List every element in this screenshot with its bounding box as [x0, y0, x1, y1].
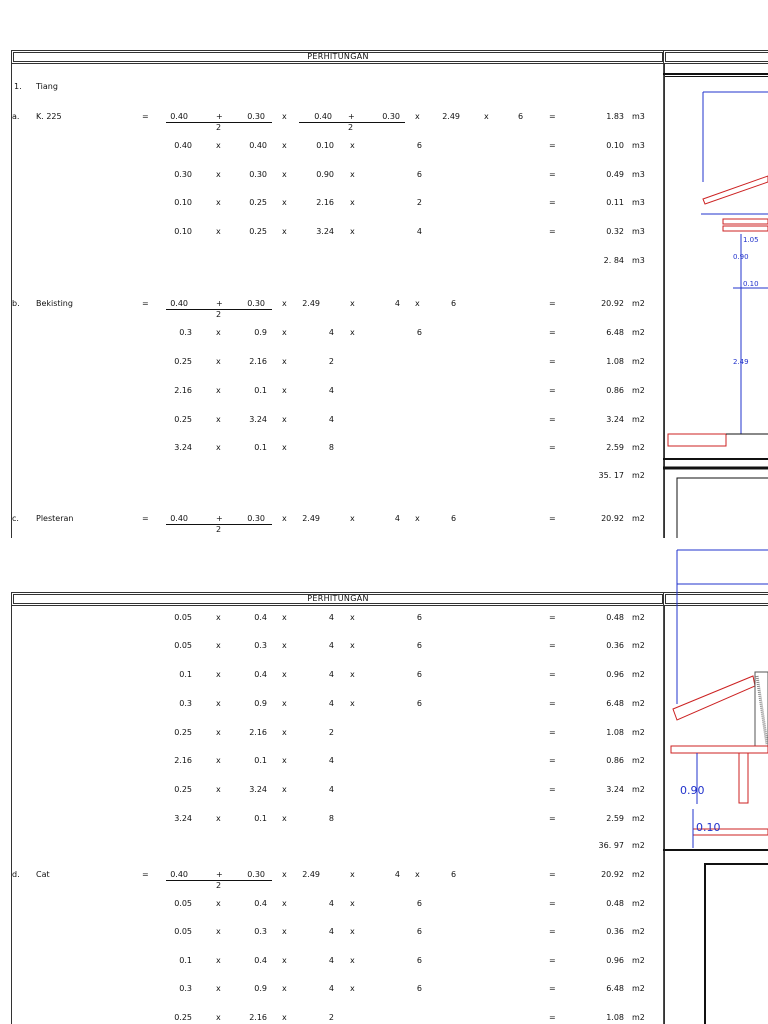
- subtotal-value: 2. 84: [603, 256, 624, 265]
- times-sign: x: [282, 1013, 287, 1022]
- unit: m2: [632, 328, 645, 337]
- section-title: Tiang: [36, 82, 58, 91]
- item-label: K. 225: [36, 112, 62, 121]
- fraction-num-a: 0.40: [170, 112, 188, 121]
- equals-sign: =: [549, 112, 556, 121]
- term: 0.1: [179, 956, 192, 965]
- unit: m2: [632, 785, 645, 794]
- header-title: PERHITUNGAN: [307, 52, 369, 61]
- unit: m2: [632, 870, 645, 879]
- dim-label-1: 1.05: [743, 236, 759, 244]
- unit: m2: [632, 756, 645, 765]
- term: 3.24: [174, 443, 192, 452]
- times-sign: x: [350, 198, 355, 207]
- unit: m3: [632, 198, 645, 207]
- term: 0.05: [174, 899, 192, 908]
- times-sign: x: [350, 299, 355, 308]
- unit: m3: [632, 227, 645, 236]
- result-value: 1.08: [606, 357, 624, 366]
- term: 0.4: [254, 670, 267, 679]
- times-sign: x: [216, 984, 221, 993]
- times-sign: x: [216, 670, 221, 679]
- equals-sign: =: [549, 785, 556, 794]
- result-value: 0.96: [606, 670, 624, 679]
- unit: m2: [632, 814, 645, 823]
- result-value: 6.48: [606, 984, 624, 993]
- term: 4: [328, 984, 334, 993]
- result-value: 3.24: [606, 415, 624, 424]
- term: 0.3: [254, 927, 267, 936]
- calc-sheet-1: [11, 64, 665, 538]
- result-value: 20.92: [601, 870, 624, 879]
- term: 4: [328, 386, 334, 395]
- term: 0.10: [174, 227, 192, 236]
- unit: m2: [632, 443, 645, 452]
- times-sign: x: [282, 785, 287, 794]
- dim-label-3: 0.10: [743, 280, 759, 288]
- times-sign: x: [282, 198, 287, 207]
- term: 4: [328, 613, 334, 622]
- times-sign: x: [216, 756, 221, 765]
- equals-sign: =: [549, 927, 556, 936]
- term: 6: [416, 641, 422, 650]
- times-sign: x: [282, 984, 287, 993]
- times-sign: x: [282, 227, 287, 236]
- result-value: 0.48: [606, 899, 624, 908]
- term: 4: [394, 299, 400, 308]
- term: 2: [416, 198, 422, 207]
- result-value: 0.48: [606, 613, 624, 622]
- term: 2.49: [302, 299, 320, 308]
- section-number: 1.: [14, 82, 22, 91]
- times-sign: x: [216, 728, 221, 737]
- times-sign: x: [350, 899, 355, 908]
- item-letter: b.: [12, 299, 20, 308]
- times-sign: x: [282, 756, 287, 765]
- equals-sign: =: [549, 956, 556, 965]
- unit: m2: [632, 899, 645, 908]
- term: 0.1: [254, 756, 267, 765]
- term: 8: [328, 814, 334, 823]
- fraction-num-b: 0.30: [247, 514, 265, 523]
- times-sign: x: [282, 415, 287, 424]
- equals-sign: =: [549, 984, 556, 993]
- unit: m2: [632, 1013, 645, 1022]
- term: 8: [328, 443, 334, 452]
- term: 0.25: [174, 357, 192, 366]
- unit: m2: [632, 613, 645, 622]
- fraction-num-b: 0.30: [247, 299, 265, 308]
- term: 6: [518, 112, 524, 121]
- equals-sign: =: [549, 198, 556, 207]
- term: 4: [328, 756, 334, 765]
- term: 4: [328, 785, 334, 794]
- term: 3.24: [249, 415, 267, 424]
- times-sign: x: [282, 112, 287, 121]
- unit: m2: [632, 841, 645, 850]
- times-sign: x: [282, 328, 287, 337]
- term: 6: [451, 514, 457, 523]
- term: 6: [416, 613, 422, 622]
- page-header: [11, 50, 665, 64]
- equals-sign: =: [549, 699, 556, 708]
- unit: m2: [632, 728, 645, 737]
- equals-sign: =: [549, 299, 556, 308]
- item-label: Bekisting: [36, 299, 73, 308]
- times-sign: x: [216, 699, 221, 708]
- term: 2.16: [249, 357, 267, 366]
- dim-label-2: 0.90: [733, 253, 749, 261]
- term: 0.05: [174, 613, 192, 622]
- term: 6: [416, 899, 422, 908]
- times-sign: x: [216, 814, 221, 823]
- term: 0.4: [254, 899, 267, 908]
- term: 6: [416, 699, 422, 708]
- term: 0.4: [254, 613, 267, 622]
- term: 6: [451, 870, 457, 879]
- times-sign: x: [282, 170, 287, 179]
- result-value: 1.08: [606, 728, 624, 737]
- result-value: 2.59: [606, 814, 624, 823]
- times-sign: x: [216, 328, 221, 337]
- item-letter: c.: [12, 514, 19, 523]
- term: 4: [328, 956, 334, 965]
- term: 2.49: [302, 514, 320, 523]
- result-value: 0.32: [606, 227, 624, 236]
- times-sign: x: [282, 443, 287, 452]
- times-sign: x: [282, 641, 287, 650]
- result-value: 20.92: [601, 299, 624, 308]
- term: 4: [394, 514, 400, 523]
- equals-sign: =: [549, 870, 556, 879]
- term: 4: [328, 927, 334, 936]
- equals-sign: =: [549, 728, 556, 737]
- term: 0.90: [316, 170, 334, 179]
- term: 3.24: [316, 227, 334, 236]
- equals-sign: =: [549, 328, 556, 337]
- equals-sign: =: [549, 514, 556, 523]
- times-sign: x: [216, 641, 221, 650]
- times-sign: x: [350, 699, 355, 708]
- plus-sign: +: [348, 112, 355, 121]
- equals-sign: =: [549, 386, 556, 395]
- times-sign: x: [415, 870, 420, 879]
- fraction-num-a: 0.40: [170, 299, 188, 308]
- times-sign: x: [282, 357, 287, 366]
- term: 0.40: [174, 141, 192, 150]
- term: 0.25: [174, 785, 192, 794]
- term: 0.1: [254, 386, 267, 395]
- unit: m3: [632, 170, 645, 179]
- fraction-denominator: 2: [216, 123, 222, 132]
- item-label: Plesteran: [36, 514, 74, 523]
- term: 0.30: [249, 170, 267, 179]
- term: 6: [416, 328, 422, 337]
- term: 6: [416, 670, 422, 679]
- fraction-denominator: 2: [216, 310, 222, 319]
- times-sign: x: [282, 814, 287, 823]
- term: 0.3: [179, 328, 192, 337]
- equals-sign: =: [142, 514, 149, 523]
- term: 2.16: [249, 728, 267, 737]
- times-sign: x: [350, 141, 355, 150]
- fraction-denominator: 2: [348, 123, 354, 132]
- result-value: 1.08: [606, 1013, 624, 1022]
- term: 0.3: [254, 641, 267, 650]
- item-letter: d.: [12, 870, 20, 879]
- times-sign: x: [216, 357, 221, 366]
- unit: m2: [632, 299, 645, 308]
- equals-sign: =: [549, 641, 556, 650]
- term: 4: [328, 641, 334, 650]
- times-sign: x: [216, 415, 221, 424]
- calc-sheet-2: [11, 606, 665, 1024]
- times-sign: x: [350, 641, 355, 650]
- times-sign: x: [350, 984, 355, 993]
- item-label: Cat: [36, 870, 50, 879]
- times-sign: x: [350, 170, 355, 179]
- equals-sign: =: [142, 299, 149, 308]
- term: 0.1: [254, 443, 267, 452]
- term: 0.1: [179, 670, 192, 679]
- times-sign: x: [350, 870, 355, 879]
- result-value: 0.86: [606, 386, 624, 395]
- result-value: 0.36: [606, 641, 624, 650]
- unit: m2: [632, 386, 645, 395]
- equals-sign: =: [549, 814, 556, 823]
- times-sign: x: [415, 514, 420, 523]
- subtotal-value: 36. 97: [598, 841, 624, 850]
- times-sign: x: [216, 927, 221, 936]
- term: 2.16: [174, 756, 192, 765]
- fraction-denominator: 2: [216, 881, 222, 890]
- result-value: 20.92: [601, 514, 624, 523]
- unit: m2: [632, 927, 645, 936]
- term: 2: [328, 728, 334, 737]
- item-letter: a.: [12, 112, 20, 121]
- term: 6: [416, 927, 422, 936]
- equals-sign: =: [549, 141, 556, 150]
- times-sign: x: [282, 956, 287, 965]
- term: 0.25: [174, 1013, 192, 1022]
- result-value: 1.83: [606, 112, 624, 121]
- result-value: 0.49: [606, 170, 624, 179]
- unit: m2: [632, 357, 645, 366]
- times-sign: x: [216, 613, 221, 622]
- drawing-header: [663, 50, 768, 64]
- times-sign: x: [216, 227, 221, 236]
- unit: m3: [632, 141, 645, 150]
- times-sign: x: [484, 112, 489, 121]
- term: 0.9: [254, 984, 267, 993]
- unit: m2: [632, 670, 645, 679]
- times-sign: x: [216, 899, 221, 908]
- result-value: 6.48: [606, 699, 624, 708]
- result-value: 3.24: [606, 785, 624, 794]
- term: 4: [328, 670, 334, 679]
- term: 4: [416, 227, 422, 236]
- times-sign: x: [350, 613, 355, 622]
- term: 6: [416, 170, 422, 179]
- times-sign: x: [282, 386, 287, 395]
- equals-sign: =: [549, 357, 556, 366]
- result-value: 0.96: [606, 956, 624, 965]
- fraction-num-a: 0.40: [170, 514, 188, 523]
- unit: m2: [632, 699, 645, 708]
- equals-sign: =: [549, 227, 556, 236]
- term: 0.25: [249, 227, 267, 236]
- plus-sign: +: [216, 870, 223, 879]
- times-sign: x: [282, 899, 287, 908]
- times-sign: x: [282, 141, 287, 150]
- plus-sign: +: [216, 514, 223, 523]
- fraction-num-d: 0.30: [382, 112, 400, 121]
- term: 0.25: [174, 728, 192, 737]
- term: 2.49: [442, 112, 460, 121]
- term: 6: [416, 984, 422, 993]
- term: 0.1: [254, 814, 267, 823]
- term: 0.25: [249, 198, 267, 207]
- dim-label-4: 2.49: [733, 358, 749, 366]
- term: 4: [328, 699, 334, 708]
- times-sign: x: [350, 328, 355, 337]
- result-value: 0.86: [606, 756, 624, 765]
- term: 6: [451, 299, 457, 308]
- term: 0.05: [174, 927, 192, 936]
- plus-sign: +: [216, 299, 223, 308]
- times-sign: x: [415, 299, 420, 308]
- term: 3.24: [174, 814, 192, 823]
- unit: m2: [632, 415, 645, 424]
- fraction-num-a: 0.40: [170, 870, 188, 879]
- result-value: 0.36: [606, 927, 624, 936]
- times-sign: x: [216, 785, 221, 794]
- subtotal-value: 35. 17: [598, 471, 624, 480]
- times-sign: x: [282, 514, 287, 523]
- times-sign: x: [216, 956, 221, 965]
- unit: m2: [632, 514, 645, 523]
- term: 2.49: [302, 870, 320, 879]
- plus-sign: +: [216, 112, 223, 121]
- fraction-num-b: 0.30: [247, 112, 265, 121]
- equals-sign: =: [142, 112, 149, 121]
- equals-sign: =: [549, 670, 556, 679]
- times-sign: x: [282, 699, 287, 708]
- times-sign: x: [350, 227, 355, 236]
- term: 0.9: [254, 699, 267, 708]
- unit: m3: [632, 112, 645, 121]
- result-value: 0.11: [606, 198, 624, 207]
- term: 2.16: [249, 1013, 267, 1022]
- times-sign: x: [216, 198, 221, 207]
- times-sign: x: [282, 613, 287, 622]
- times-sign: x: [216, 443, 221, 452]
- equals-sign: =: [549, 613, 556, 622]
- term: 0.05: [174, 641, 192, 650]
- term: 0.10: [316, 141, 334, 150]
- unit: m2: [632, 956, 645, 965]
- unit: m2: [632, 471, 645, 480]
- column-drawing: [663, 64, 768, 1024]
- equals-sign: =: [549, 415, 556, 424]
- result-value: 0.10: [606, 141, 624, 150]
- times-sign: x: [282, 728, 287, 737]
- equals-sign: =: [549, 1013, 556, 1022]
- fraction-denominator: 2: [216, 525, 222, 534]
- term: 0.9: [254, 328, 267, 337]
- term: 0.30: [174, 170, 192, 179]
- result-value: 2.59: [606, 443, 624, 452]
- term: 0.25: [174, 415, 192, 424]
- term: 2.16: [316, 198, 334, 207]
- times-sign: x: [216, 141, 221, 150]
- dim-label-5: 0.90: [680, 784, 705, 797]
- unit: m2: [632, 641, 645, 650]
- times-sign: x: [282, 670, 287, 679]
- times-sign: x: [282, 927, 287, 936]
- term: 4: [328, 415, 334, 424]
- result-value: 6.48: [606, 328, 624, 337]
- term: 0.4: [254, 956, 267, 965]
- term: 4: [328, 899, 334, 908]
- header-title-2: PERHITUNGAN: [307, 594, 369, 603]
- term: 6: [416, 956, 422, 965]
- equals-sign: =: [142, 870, 149, 879]
- times-sign: x: [216, 170, 221, 179]
- equals-sign: =: [549, 170, 556, 179]
- times-sign: x: [350, 956, 355, 965]
- term: 3.24: [249, 785, 267, 794]
- term: 0.10: [174, 198, 192, 207]
- term: 2.16: [174, 386, 192, 395]
- times-sign: x: [282, 299, 287, 308]
- equals-sign: =: [549, 756, 556, 765]
- times-sign: x: [350, 670, 355, 679]
- times-sign: x: [282, 870, 287, 879]
- equals-sign: =: [549, 899, 556, 908]
- term: 2: [328, 1013, 334, 1022]
- times-sign: x: [350, 514, 355, 523]
- times-sign: x: [350, 927, 355, 936]
- equals-sign: =: [549, 443, 556, 452]
- term: 0.40: [249, 141, 267, 150]
- unit: m3: [632, 256, 645, 265]
- term: 4: [328, 328, 334, 337]
- page-header-2: [11, 592, 665, 606]
- term: 0.3: [179, 699, 192, 708]
- dim-label-6: 0.10: [696, 821, 721, 834]
- term: 2: [328, 357, 334, 366]
- term: 0.3: [179, 984, 192, 993]
- times-sign: x: [216, 1013, 221, 1022]
- fraction-num-b: 0.30: [247, 870, 265, 879]
- times-sign: x: [216, 386, 221, 395]
- times-sign: x: [415, 112, 420, 121]
- term: 4: [394, 870, 400, 879]
- fraction-num-c: 0.40: [314, 112, 332, 121]
- unit: m2: [632, 984, 645, 993]
- term: 6: [416, 141, 422, 150]
